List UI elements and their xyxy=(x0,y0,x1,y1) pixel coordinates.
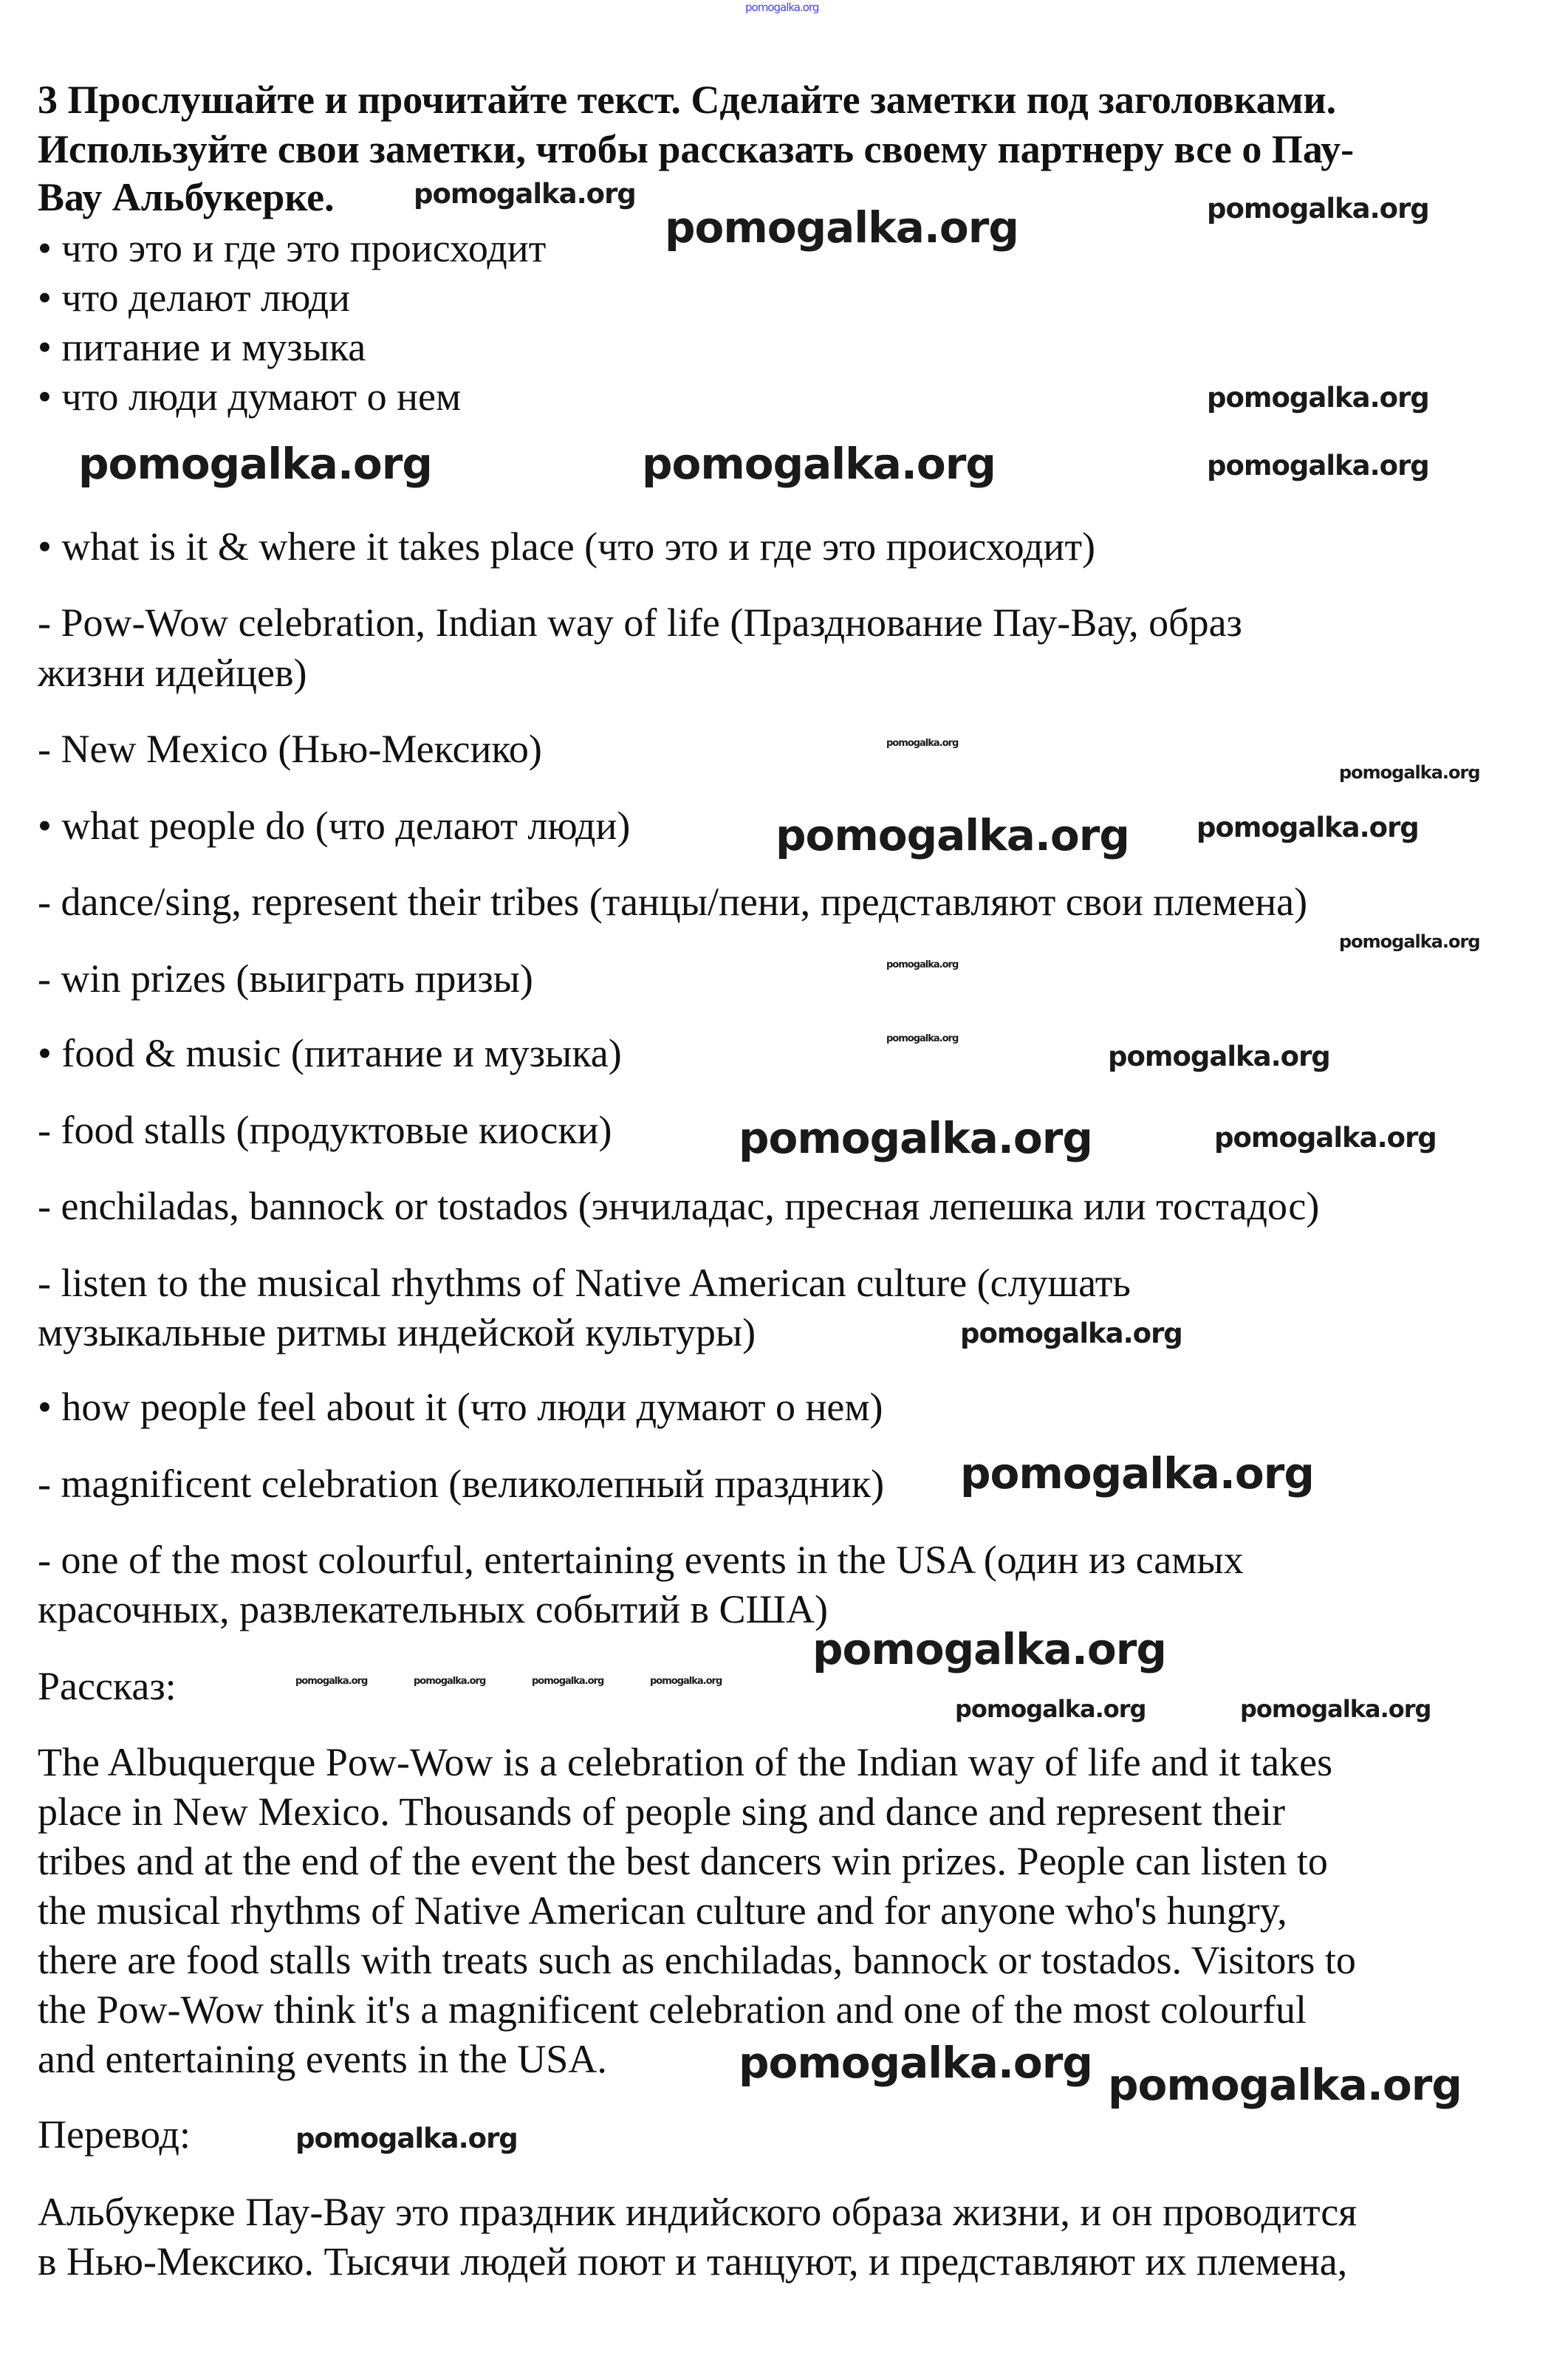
translation-line: Альбукерке Пау-Вау это праздник индийского образа жизни, и он проводится xyxy=(38,2190,1358,2234)
watermark: pomogalka.org xyxy=(1207,382,1429,414)
story-line: tribes and at the end of the event the best dancers win prizes. People can listen to xyxy=(38,1839,1328,1883)
watermark: pomogalka.org xyxy=(78,439,432,489)
watermark: pomogalka.org xyxy=(812,1624,1166,1674)
watermark: pomogalka.org xyxy=(295,1676,368,1687)
note-line: • what people do (что делают люди) xyxy=(38,804,631,848)
watermark: pomogalka.org xyxy=(886,1033,959,1044)
translation-line: в Нью-Мексико. Тысячи людей поют и танцуют, и представляют их племена, xyxy=(38,2239,1348,2284)
watermark: pomogalka.org xyxy=(955,1695,1146,1723)
watermark: pomogalka.org xyxy=(665,202,1018,253)
watermark: pomogalka.org xyxy=(745,1,819,14)
note-line: • what is it & where it takes place (что это и где это происходит) xyxy=(38,524,1096,569)
task-heading: 3 Прослушайте и прочитайте текст. Сделайте заметки под заголовками. xyxy=(38,78,1337,122)
heading-list-item: • что люди думают о нем xyxy=(38,374,462,419)
heading-list-item: • питание и музыка xyxy=(38,325,366,369)
story-line: the Pow-Wow think it's a magnificent celebration and one of the most colourful xyxy=(38,1987,1307,2032)
story-line: there are food stalls with treats such as enchiladas, bannock or tostados. Visitors to xyxy=(38,1938,1356,1982)
story-line: and entertaining events in the USA. xyxy=(38,2037,607,2081)
watermark: pomogalka.org xyxy=(1108,2060,1462,2110)
watermark: pomogalka.org xyxy=(532,1676,604,1687)
watermark: pomogalka.org xyxy=(960,1448,1314,1499)
watermark: pomogalka.org xyxy=(650,1676,722,1687)
note-line: - dance/sing, represent their tribes (танцы/пени, представляют свои племена) xyxy=(38,880,1308,924)
watermark: pomogalka.org xyxy=(886,738,959,749)
watermark: pomogalka.org xyxy=(414,178,636,210)
note-line: - food stalls (продуктовые киоски) xyxy=(38,1108,612,1152)
note-line: красочных, развлекательных событий в США) xyxy=(38,1587,829,1631)
story-line: The Albuquerque Pow-Wow is a celebration of the Indian way of life and it takes xyxy=(38,1740,1333,1784)
note-line: - Pow-Wow celebration, Indian way of life (Празднование Пау-Вау, образ xyxy=(38,600,1242,645)
watermark: pomogalka.org xyxy=(1207,193,1429,225)
watermark: pomogalka.org xyxy=(960,1318,1182,1349)
watermark: pomogalka.org xyxy=(1240,1695,1431,1723)
watermark: pomogalka.org xyxy=(1339,762,1480,783)
note-line: • how people feel about it (что люди думают о нем) xyxy=(38,1385,883,1429)
heading-list-item: • что это и где это происходит xyxy=(38,226,547,270)
note-line: - win prizes (выиграть призы) xyxy=(38,956,533,1001)
watermark: pomogalka.org xyxy=(414,1676,486,1687)
watermark: pomogalka.org xyxy=(1196,812,1419,843)
watermark: pomogalka.org xyxy=(739,1113,1092,1163)
task-heading: Вау Альбукерке. xyxy=(38,175,335,219)
watermark: pomogalka.org xyxy=(1339,931,1480,952)
watermark: pomogalka.org xyxy=(886,959,959,970)
note-line: • food & music (питание и музыка) xyxy=(38,1031,622,1075)
watermark: pomogalka.org xyxy=(1214,1122,1437,1154)
watermark: pomogalka.org xyxy=(776,810,1129,860)
note-line: - one of the most colourful, entertaining events in the USA (один из самых xyxy=(38,1538,1244,1582)
note-line: жизни идейцев) xyxy=(38,651,307,695)
note-line: музыкальные ритмы индейской культуры) xyxy=(38,1310,756,1354)
note-line: - magnificent celebration (великолепный праздник) xyxy=(38,1462,885,1506)
task-heading: Используйте свои заметки, чтобы рассказать своему партнеру все о Пау- xyxy=(38,127,1355,171)
note-line: - listen to the musical rhythms of Native American culture (слушать xyxy=(38,1261,1131,1305)
translation-label: Перевод: xyxy=(38,2112,191,2157)
watermark: pomogalka.org xyxy=(1108,1041,1330,1072)
heading-list-item: • что делают люди xyxy=(38,275,350,320)
note-line: - New Mexico (Нью-Мексико) xyxy=(38,727,542,771)
story-line: place in New Mexico. Thousands of people sing and dance and represent their xyxy=(38,1789,1285,1834)
story-label: Рассказ: xyxy=(38,1664,177,1708)
watermark: pomogalka.org xyxy=(739,2038,1092,2088)
note-line: - enchiladas, bannock or tostados (энчиладас, пресная лепешка или тостадос) xyxy=(38,1184,1320,1228)
watermark: pomogalka.org xyxy=(295,2123,518,2154)
watermark: pomogalka.org xyxy=(642,439,996,489)
watermark: pomogalka.org xyxy=(1207,450,1429,482)
story-line: the musical rhythms of Native American culture and for anyone who's hungry, xyxy=(38,1888,1287,1933)
